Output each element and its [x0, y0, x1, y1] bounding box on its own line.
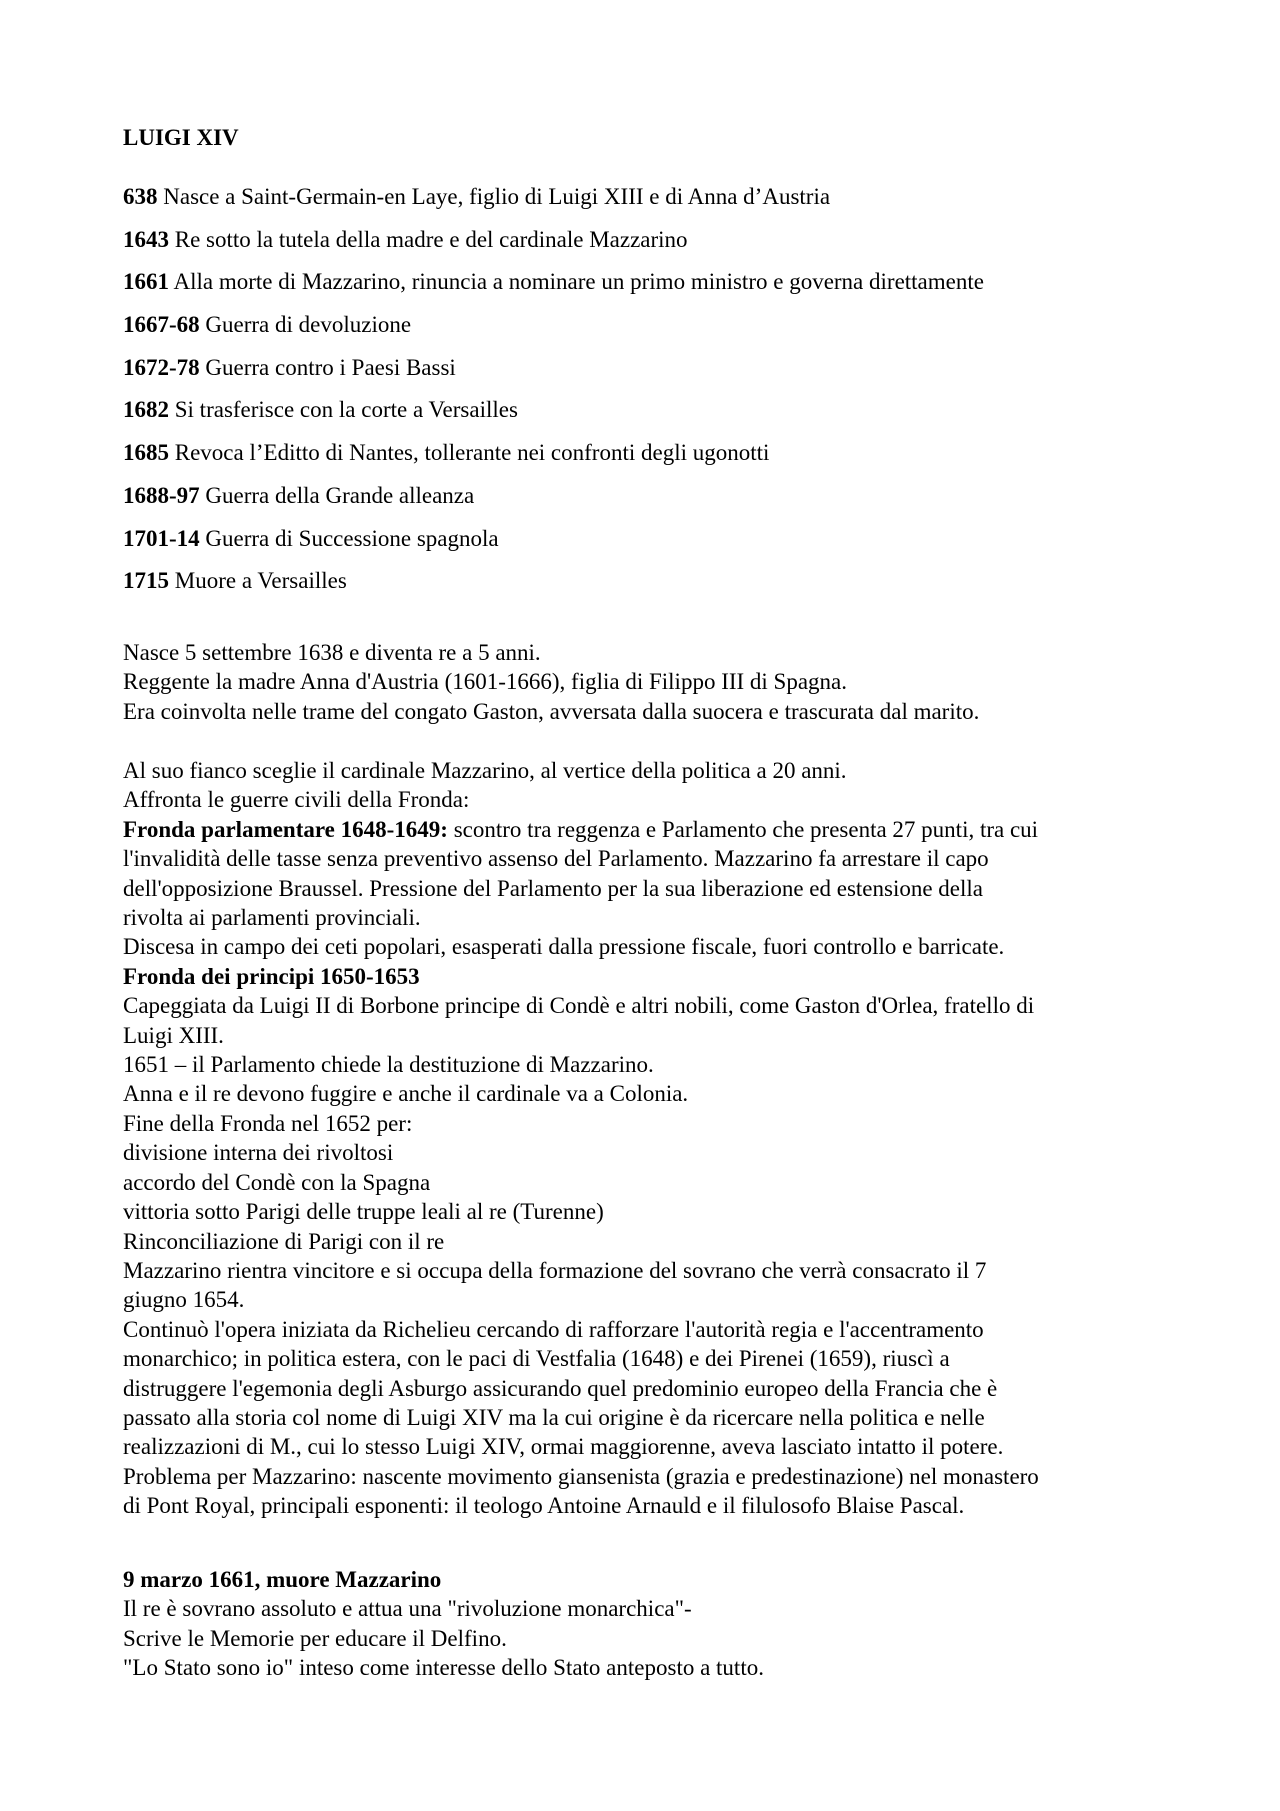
timeline-year: 1688-97 [123, 482, 200, 508]
paragraph-line: Mazzarino rientra vincitore e si occupa della formazione del sovrano che verrà consacrato il 7 [123, 1257, 987, 1283]
paragraph-line: l'invalidità delle tasse senza preventivo assenso del Parlamento. Mazzarino fa arrestare il capo [123, 846, 989, 872]
timeline-text: Guerra della Grande alleanza [199, 482, 475, 508]
paragraph-line: vittoria sotto Parigi delle truppe leali al re (Turenne) [123, 1199, 604, 1225]
timeline-entry [123, 311, 984, 354]
paragraph-line: Scrive le Memorie per educare il Delfino. [123, 1625, 507, 1651]
timeline-text: Muore a Versailles [169, 568, 347, 594]
paragraph-line [123, 962, 1173, 991]
section-heading: 9 marzo 1661, muore Mazzarino [123, 1567, 442, 1592]
paragraph-line [123, 1565, 1173, 1594]
timeline-text: Si trasferisce con la corte a Versailles [169, 397, 518, 423]
timeline-entry [123, 183, 984, 226]
timeline-year: 1701-14 [123, 525, 200, 551]
paragraph-line: Continuò l'opera iniziata da Richelieu cercando di rafforzare l'autorità regia e l'accentramento [123, 1316, 984, 1342]
paragraph-line: distruggere l'egemonia degli Asburgo assicurando quel predominio europeo della Francia che è [123, 1375, 998, 1401]
paragraph-line: monarchico; in politica estera, con le paci di Vestfalia (1648) e dei Pirenei (1659), riuscì a [123, 1346, 950, 1372]
timeline-entry [123, 525, 984, 568]
paragraph-line: Era coinvolta nelle trame del congato Gaston, avversata dalla suocera e trascurata dal marito. [123, 698, 980, 724]
paragraph-line: giugno 1654. [123, 1287, 245, 1313]
timeline-year: 1672-78 [123, 354, 200, 380]
paragraph-line: accordo del Condè con la Spagna [123, 1169, 431, 1195]
timeline-text: Nasce a Saint-Germain-en Laye, figlio di Luigi XIII e di Anna d’Austria [157, 184, 831, 209]
page-title: LUIGI XIV [123, 125, 239, 150]
timeline-text: Guerra di devoluzione [199, 312, 412, 338]
paragraph-line: di Pont Royal, principali esponenti: il teologo Antoine Arnauld e il filulosofo Blaise Pascal. [123, 1493, 965, 1519]
timeline-entry [123, 396, 984, 439]
paragraph-line: Anna e il re devono fuggire e anche il cardinale va a Colonia. [123, 1081, 689, 1107]
paragraph-line [123, 815, 1173, 844]
timeline-year: 1667-68 [123, 312, 200, 338]
paragraph-line: realizzazioni di M., cui lo stesso Luigi XIV, ormai maggiorenne, aveva lasciato intatto il potere. [123, 1434, 1004, 1460]
paragraph-line: Problema per Mazzarino: nascente movimento giansenista (grazia e predestinazione) nel monastero [123, 1463, 1039, 1489]
timeline-year: 1715 [123, 568, 169, 594]
timeline-text: Guerra di Successione spagnola [199, 525, 499, 551]
timeline-text: Alla morte di Mazzarino, rinuncia a nominare un primo ministro e governa direttamente [169, 269, 984, 295]
timeline-year: 1685 [123, 440, 169, 466]
timeline-entry [123, 268, 984, 311]
timeline-year: 1661 [123, 269, 169, 295]
paragraph-line: Luigi XIII. [123, 1022, 224, 1048]
timeline-year: 1643 [123, 226, 169, 252]
death-paragraph [123, 1565, 1173, 1683]
paragraph-line: Reggente la madre Anna d'Austria (1601-1666), figlia di Filippo III di Spagna. [123, 669, 848, 695]
paragraph-line: Affronta le guerre civili della Fronda: [123, 787, 470, 813]
timeline-entry [123, 226, 984, 269]
timeline-entry [123, 482, 984, 525]
section-heading: Fronda dei principi 1650-1653 [123, 963, 420, 989]
paragraph-line: Nasce 5 settembre 1638 e diventa re a 5 anni. [123, 640, 541, 665]
paragraph-line: "Lo Stato sono io" inteso come interesse dello Stato anteposto a tutto. [123, 1655, 764, 1681]
paragraph-line: Discesa in campo dei ceti popolari, esasperati dalla pressione fiscale, fuori controllo e barricate. [123, 934, 1005, 960]
paragraph-line: dell'opposizione Braussel. Pressione del Parlamento per la sua liberazione ed estensione della [123, 875, 983, 901]
paragraph-line: Rinconciliazione di Parigi con il re [123, 1228, 445, 1254]
timeline-text: Re sotto la tutela della madre e del cardinale Mazzarino [169, 226, 688, 252]
timeline-year: 638 [123, 184, 158, 209]
timeline-list [123, 183, 984, 610]
paragraph-line: Capeggiata da Luigi II di Borbone principe di Condè e altri nobili, come Gaston d'Orlea, fratello di [123, 993, 1035, 1019]
paragraph-line: passato alla storia col nome di Luigi XIV ma la cui origine è da ricercare nella politica e nelle [123, 1404, 985, 1430]
timeline-entry [123, 567, 984, 610]
timeline-text: Revoca l’Editto di Nantes, tollerante nei confronti degli ugonotti [169, 440, 770, 466]
paragraph-line: divisione interna dei rivoltosi [123, 1140, 394, 1166]
paragraph-line: 1651 – il Parlamento chiede la destituzione di Mazzarino. [123, 1052, 654, 1078]
timeline-year: 1682 [123, 397, 169, 423]
paragraph-text: scontro tra reggenza e Parlamento che presenta 27 punti, tra cui [447, 816, 1039, 842]
timeline-entry [123, 354, 984, 397]
paragraph-line: Fine della Fronda nel 1652 per: [123, 1110, 413, 1136]
paragraph-line: rivolta ai parlamenti provinciali. [123, 905, 421, 931]
section-heading: Fronda parlamentare 1648-1649: [123, 816, 448, 842]
intro-paragraph [123, 638, 1173, 726]
fronda-paragraph [123, 756, 1173, 1521]
paragraph-line: Al suo fianco sceglie il cardinale Mazzarino, al vertice della politica a 20 anni. [123, 758, 847, 783]
timeline-entry [123, 439, 984, 482]
timeline-text: Guerra contro i Paesi Bassi [199, 354, 456, 380]
paragraph-line: Il re è sovrano assoluto e attua una "rivoluzione monarchica"- [123, 1596, 692, 1622]
